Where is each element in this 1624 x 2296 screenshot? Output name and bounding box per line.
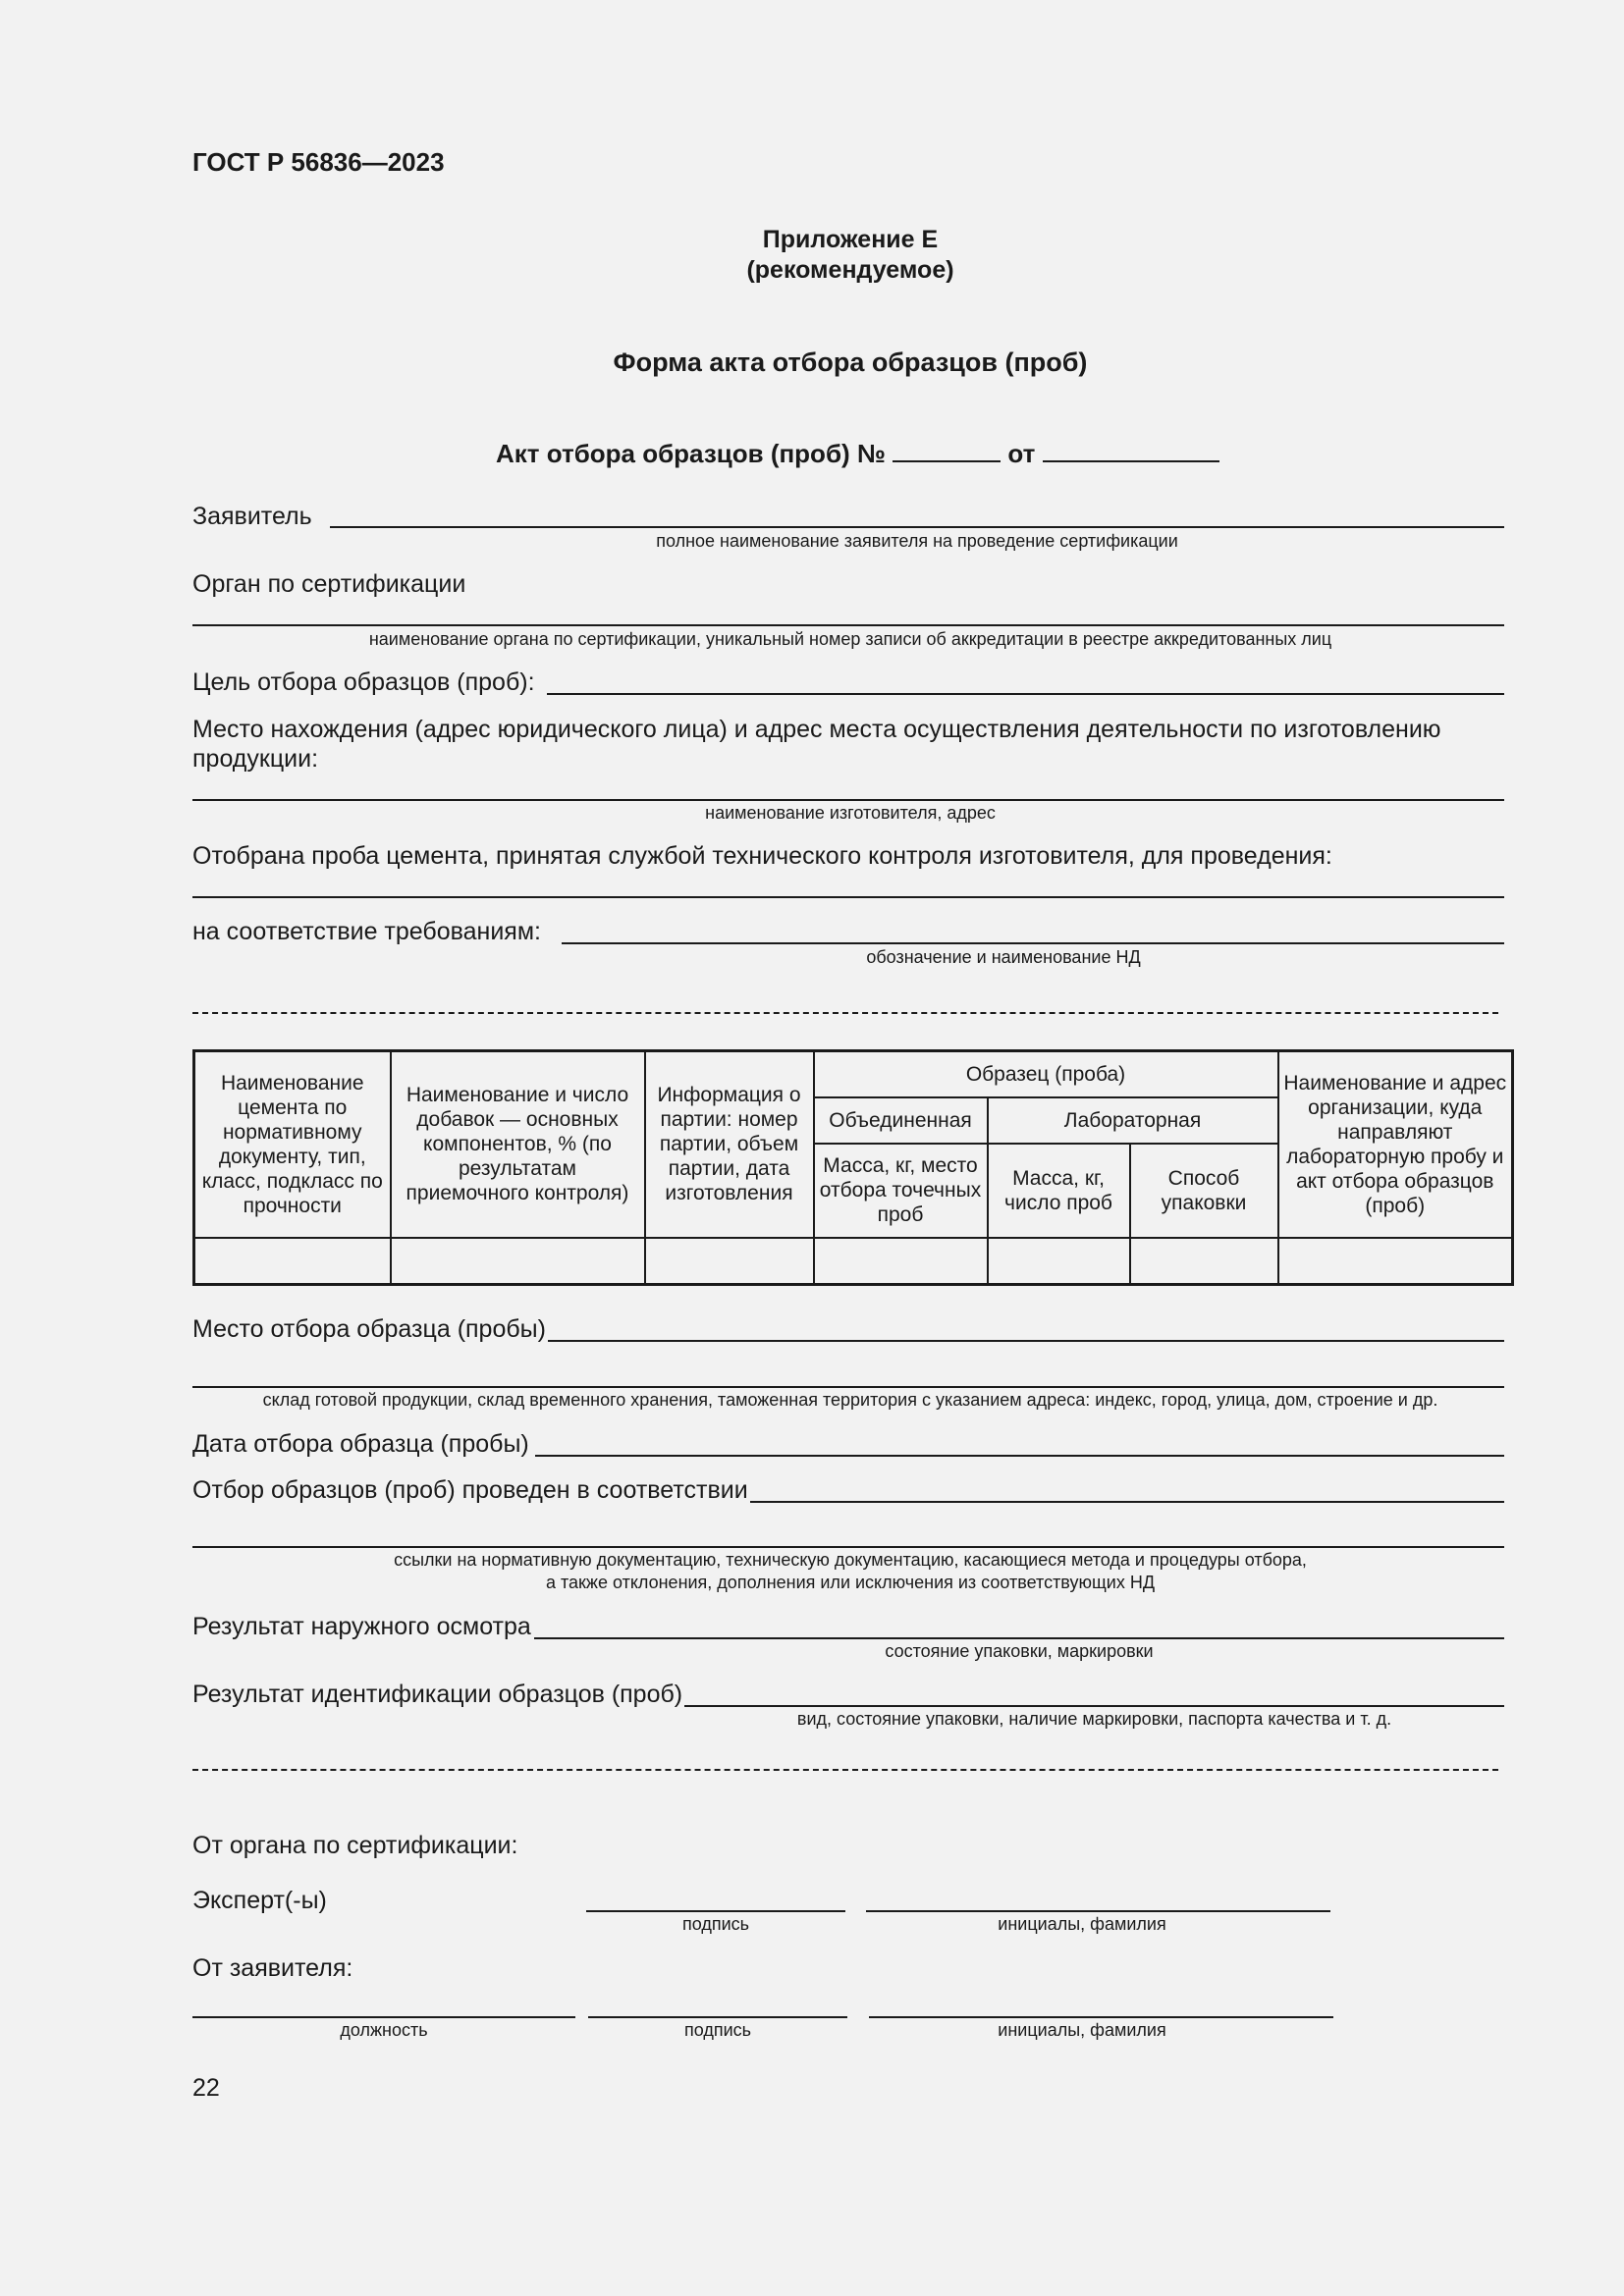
applicant-signature-line[interactable] (588, 2016, 847, 2018)
conducted-line[interactable] (750, 1501, 1504, 1503)
manufacturer-hint: наименование изготовителя, адрес (705, 803, 996, 823)
external-label: Результат наружного осмотра (192, 1613, 531, 1640)
document-header: ГОСТ Р 56836—2023 (192, 147, 445, 177)
laboratory-header: Лабораторная (988, 1097, 1278, 1144)
cert-body-label: Орган по сертификации (192, 570, 466, 598)
external-line[interactable] (534, 1637, 1504, 1639)
date-line[interactable] (535, 1455, 1504, 1457)
cut-line-bottom (192, 1769, 1498, 1771)
applicant-signature-hint: подпись (683, 2020, 752, 2040)
applicant-position-hint: должность (340, 2020, 428, 2040)
col-cement-name-header: Наименование цемента по нормативному документу, тип, класс, подкласс по прочности (194, 1051, 391, 1238)
expert-initials-line[interactable] (866, 1910, 1330, 1912)
location-label-1: Место нахождения (адрес юридического лица) и адрес места осуществления деятельности по изготовлению (192, 716, 1441, 743)
from-body-label: От органа по сертификации: (192, 1832, 518, 1859)
act-title-from: от (1007, 439, 1036, 468)
table-cell[interactable] (1130, 1238, 1278, 1285)
applicant-position-line[interactable] (192, 2016, 575, 2018)
col-additives-header: Наименование и число добавок — основных компонентов, % (по результатам приемочного контроля) (391, 1051, 645, 1238)
applicant-initials-hint: инициалы, фамилия (998, 2020, 1166, 2040)
sample-group-header: Образец (проба) (814, 1051, 1278, 1097)
compliance-line[interactable] (562, 942, 1504, 944)
table-cell[interactable] (814, 1238, 988, 1285)
table-row (194, 1238, 1513, 1285)
lab-mass-header: Масса, кг, число проб (988, 1144, 1130, 1238)
expert-initials-hint: инициалы, фамилия (998, 1914, 1166, 1934)
table-cell[interactable] (988, 1238, 1130, 1285)
applicant-line[interactable] (330, 526, 1504, 528)
act-title-prefix: Акт отбора образцов (проб) № (496, 439, 886, 468)
page-number: 22 (192, 2074, 220, 2102)
annex-heading (192, 225, 1508, 286)
from-applicant-label: От заявителя: (192, 1954, 353, 1982)
expert-signature-hint: подпись (681, 1914, 750, 1934)
annex-subtitle: (рекомендуемое) (746, 256, 954, 284)
act-date-blank[interactable] (1043, 439, 1219, 462)
combined-mass-header: Масса, кг, место отбора точечных проб (814, 1144, 988, 1238)
date-label: Дата отбора образца (пробы) (192, 1430, 529, 1458)
sample-taken-line[interactable] (192, 896, 1504, 898)
sample-table (192, 1049, 1514, 1286)
compliance-label: на соответствие требованиям: (192, 918, 541, 945)
packing-header: Способ упаковки (1130, 1144, 1278, 1238)
compliance-hint: обозначение и наименование НД (866, 947, 1141, 967)
conducted-hint-2: а также отклонения, дополнения или исключения из соответствующих НД (545, 1573, 1156, 1592)
annex-title: Приложение Е (762, 226, 939, 253)
combined-header: Объединенная (814, 1097, 988, 1144)
cert-body-hint: наименование органа по сертификации, уникальный номер записи об аккредитации в реестре аккредитованных лиц (368, 629, 1332, 649)
expert-signature-line[interactable] (586, 1910, 845, 1912)
external-hint: состояние упаковки, маркировки (885, 1641, 1154, 1661)
identification-label: Результат идентификации образцов (проб) (192, 1681, 683, 1708)
purpose-label: Цель отбора образцов (проб): (192, 668, 535, 696)
col-destination-header: Наименование и адрес организации, куда направляют лабораторную пробу и акт отбора образцов (проб) (1278, 1051, 1513, 1238)
identification-line[interactable] (684, 1705, 1504, 1707)
act-number-blank[interactable] (893, 439, 1001, 462)
cut-line-top (192, 1012, 1498, 1014)
applicant-hint: полное наименование заявителя на проведение сертификации (656, 531, 1178, 551)
table-cell[interactable] (645, 1238, 814, 1285)
place-hint: склад готовой продукции, склад временного хранения, таможенная территория с указанием адреса: индекс, город, улица, дом, строение и др. (262, 1390, 1438, 1410)
identification-hint: вид, состояние упаковки, наличие маркировки, паспорта качества и т. д. (796, 1709, 1392, 1729)
col-batch-info-header: Информация о партии: номер партии, объем партии, дата изготовления (645, 1051, 814, 1238)
table-cell[interactable] (391, 1238, 645, 1285)
sample-taken-label: Отобрана проба цемента, принятая службой технического контроля изготовителя, для проведения: (192, 842, 1332, 870)
conducted-label: Отбор образцов (проб) проведен в соответствии (192, 1476, 748, 1504)
conducted-line-2[interactable] (192, 1546, 1504, 1548)
applicant-initials-line[interactable] (869, 2016, 1333, 2018)
cert-body-line[interactable] (192, 624, 1504, 626)
manufacturer-line[interactable] (192, 799, 1504, 801)
location-label-2: продукции: (192, 745, 319, 773)
place-line[interactable] (548, 1340, 1504, 1342)
place-line-2[interactable] (192, 1386, 1504, 1388)
purpose-line[interactable] (547, 693, 1504, 695)
expert-label: Эксперт(-ы) (192, 1887, 327, 1914)
conducted-hint-1: ссылки на нормативную документацию, техническую документацию, касающиеся метода и процедуры отбора, (394, 1550, 1307, 1570)
place-label: Место отбора образца (пробы) (192, 1315, 546, 1343)
form-title: Форма акта отбора образцов (проб) (613, 347, 1088, 377)
table-cell[interactable] (1278, 1238, 1513, 1285)
act-title (496, 439, 1219, 469)
applicant-label: Заявитель (192, 503, 312, 530)
table-cell[interactable] (194, 1238, 391, 1285)
